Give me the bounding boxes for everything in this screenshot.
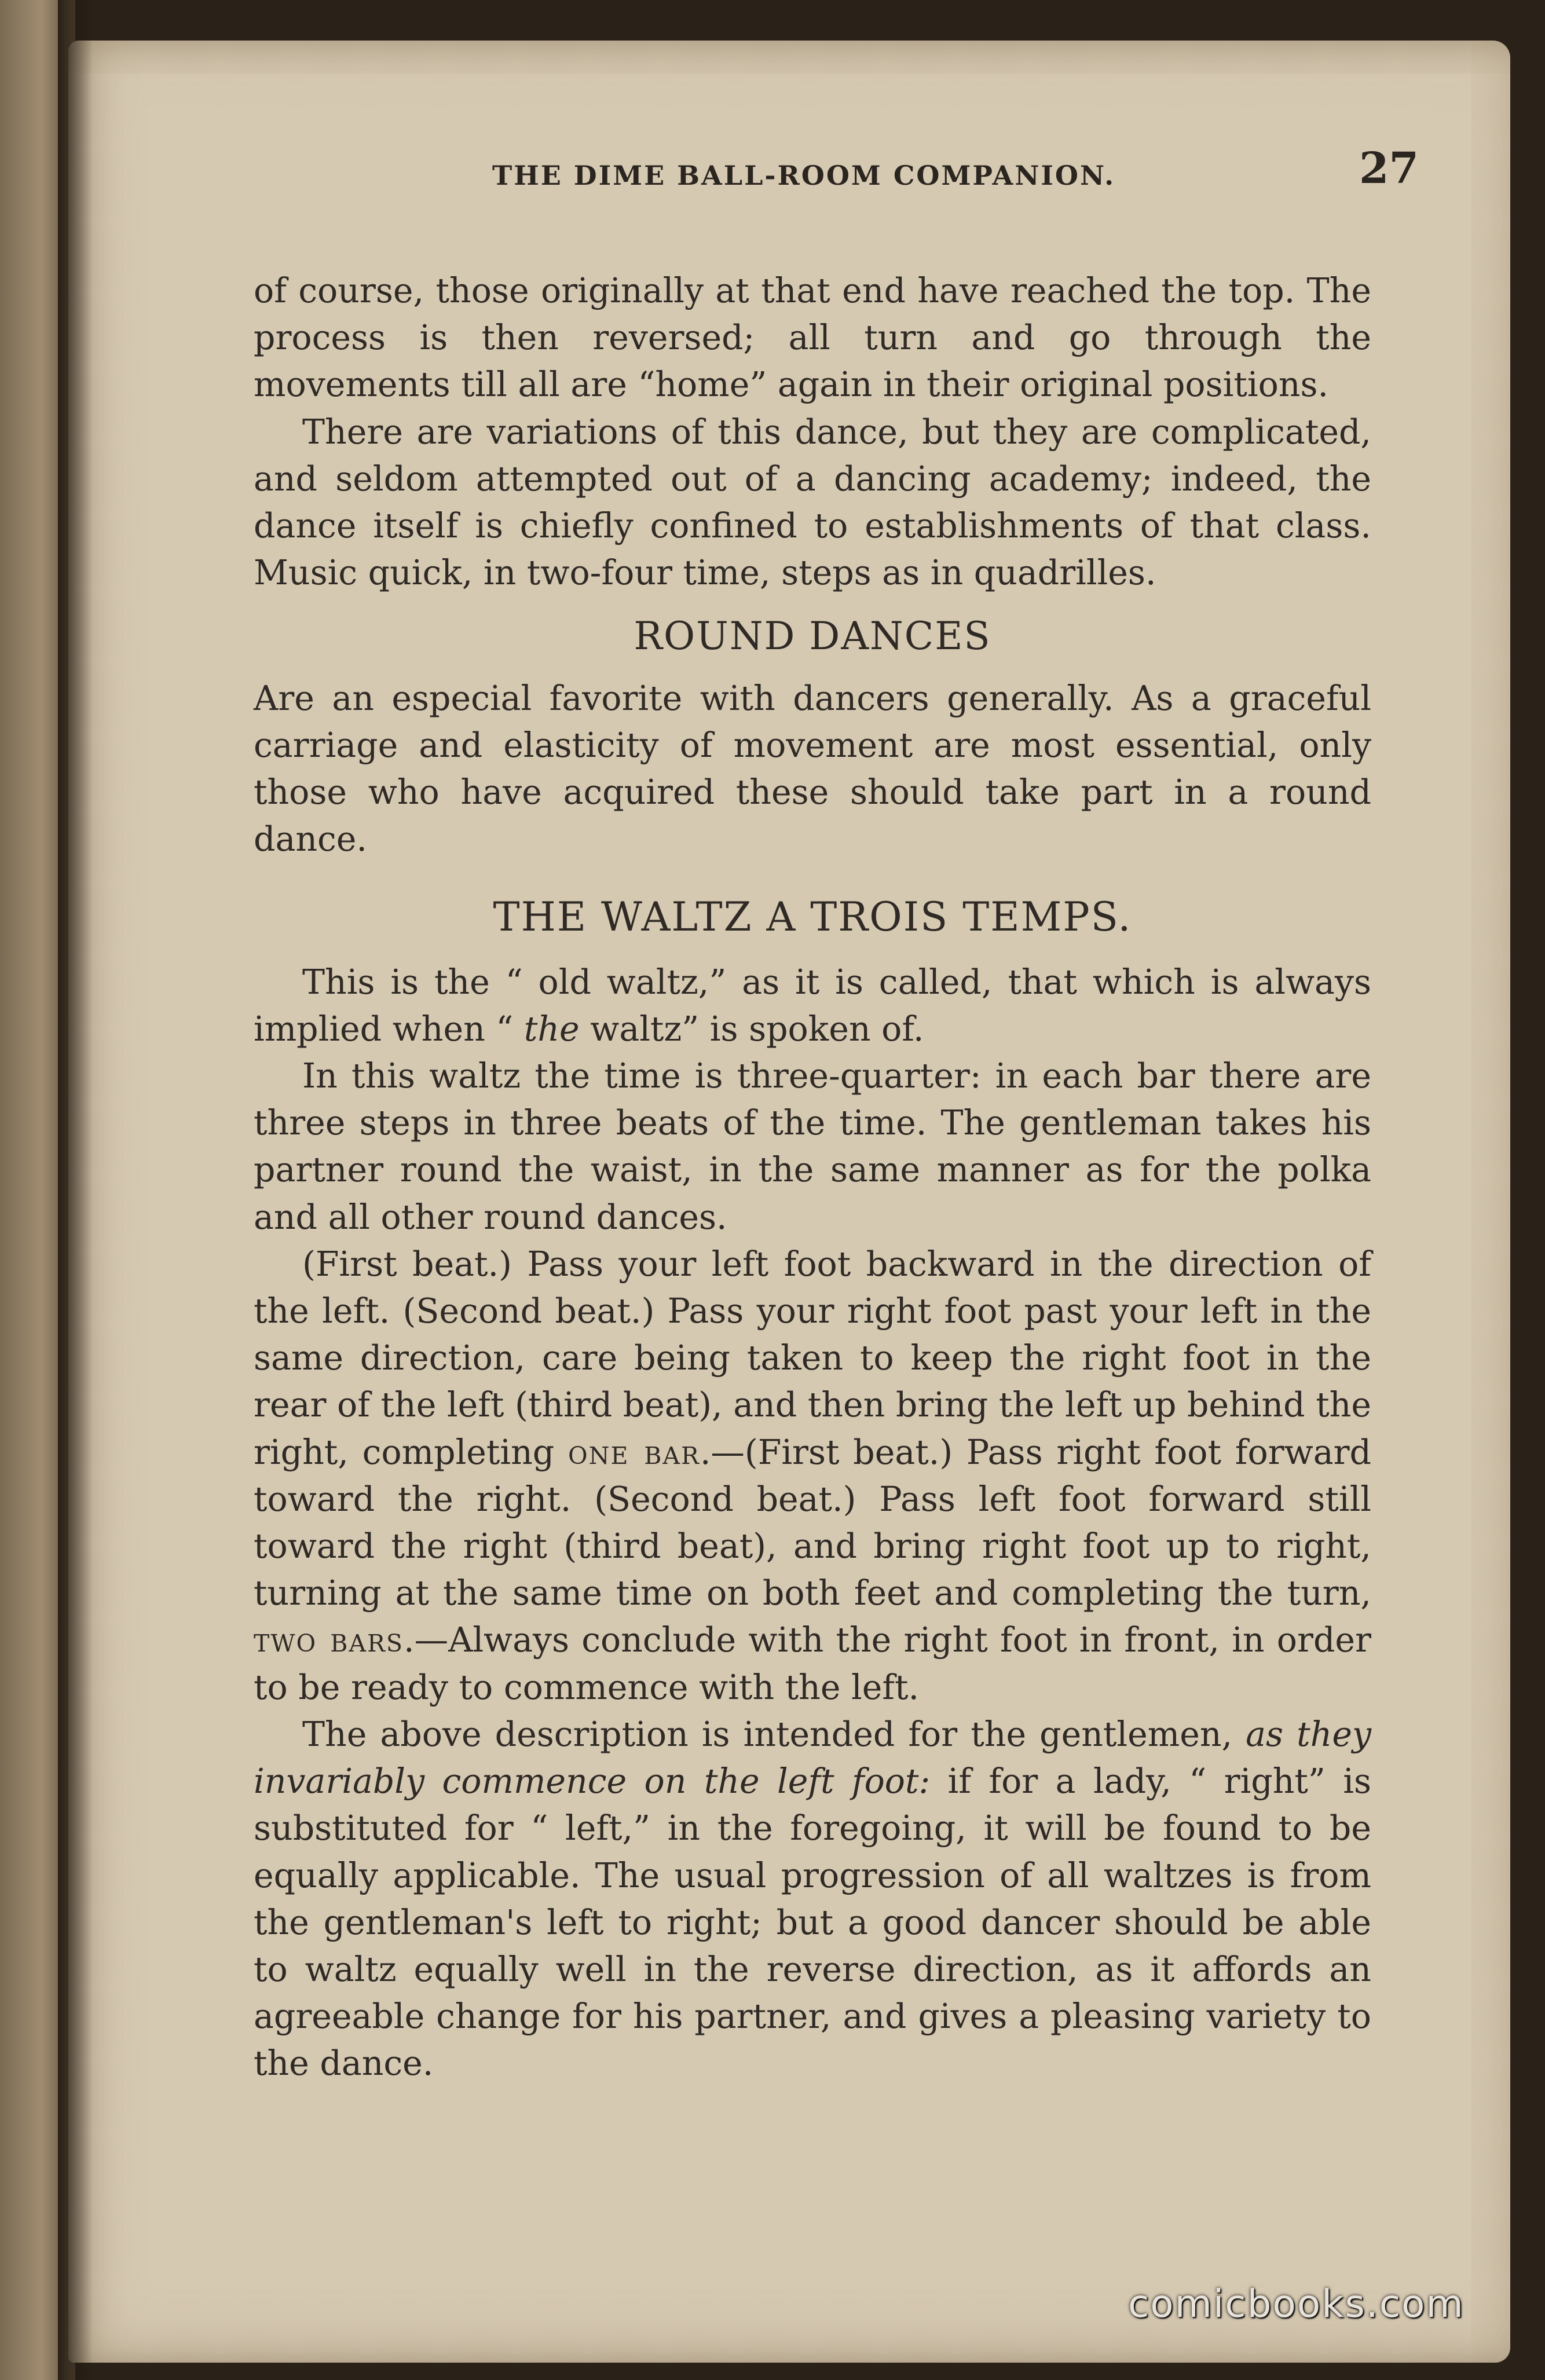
paragraph-old-waltz [254,959,1371,1053]
page-text [254,268,1371,2088]
page-number: 27 [1359,144,1419,193]
small-caps-text: one bar [568,1432,700,1472]
watermark: comicbooks.com [1128,2282,1465,2326]
italic-text: as they invariably commence on the left foot: [254,1714,1371,1802]
text-run: This is the “ old waltz,” as it is called, that which is always implied when “ [254,962,1371,1049]
section-heading-round-dances: ROUND DANCES [634,614,991,659]
text-run: .—Always conclude with the right foot in front, in order to be ready to commence with the left. [254,1620,1371,1707]
paragraph-round-dances: Are an especial favorite with dancers generally. As a graceful carriage and elasticity of movement are most essential, only those who have acquired these should take part in a round dance. [254,678,1371,859]
page-header [405,138,1425,196]
text-run: if for a lady, “ right” is substituted for “ left,” in the foregoing, it will be found to be equally applicable. The usual progression of all waltzes is from the gentleman's left to right; but a good dancer should be able to waltz equally well in the reverse direction, as it affords an agreeable change for his partner, and gives a pleasing variety to the dance. [254,1762,1371,2084]
paragraph-continued: of course, those originally at that end have reached the top. The process is then reversed; all turn and go through the movements till all are “home” again in their original positions. [254,271,1371,405]
paragraph-time: In this waltz the time is three-quarter: in each bar there are three steps in three beats of the time. The gentleman takes his partner round the waist, in the same manner as for the polka and all other round dances. [254,1056,1371,1237]
spine-shadow [58,0,93,2380]
text-run: waltz” is spoken of. [579,1009,924,1049]
paragraph-variations: There are variations of this dance, but they are complicated, and seldom attempted out of a dancing academy; indeed, the dance itself is chiefly confined to establishments of that class. Music quick, in two-four time, steps as in quadrilles. [254,412,1371,593]
paragraph-gentlemen-note [254,1711,1371,2088]
text-run: (First beat.) Pass your left foot backward in the direction of the left. (Second beat.) Pass your right foot past your left in the same direction, care being taken to keep the right foot in the rear of the left (third beat), and then bring the left up behind the right, completing [254,1244,1371,1472]
text-run: The above description is intended for the gentlemen, [302,1714,1246,1754]
running-title: THE DIME BALL-ROOM COMPANION. [492,160,1116,191]
section-heading-waltz-a-trois-temps: THE WALTZ A TROIS TEMPS. [493,894,1132,941]
italic-text: the [523,1009,580,1049]
small-caps-text: two bars [254,1620,404,1660]
paragraph-steps [254,1241,1371,1711]
text-run: .—(First beat.) Pass right foot forward toward the right. (Second beat.) Pass left foot forward still toward the right (third beat), and bring right foot up to right, turning at the same time on both feet and completing the turn, [254,1432,1371,1613]
